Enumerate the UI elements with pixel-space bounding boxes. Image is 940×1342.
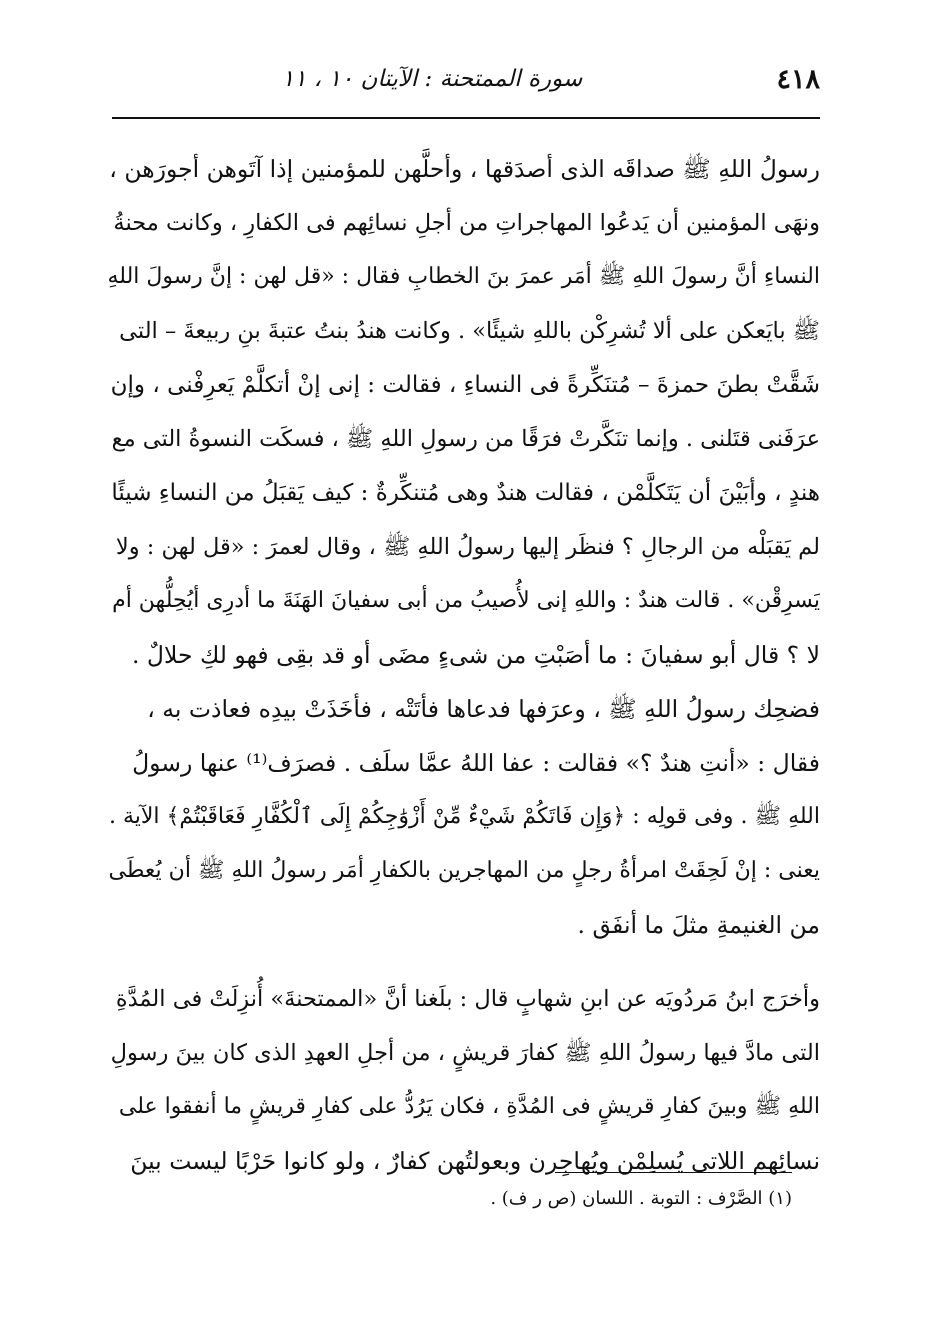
text-line: نسائِهم اللاتى يُسلِمْن ويُهاجِرن وبعولتُهن كفارٌ ، ولو كانوا حَرْبًا ليست بينَ <box>130 1147 820 1175</box>
text-line: اللهِ ﷺ . وفى قولِه : ﴿وَإِن فَاتَكُمْ شَيْءٌ مِّنْ أَزْوَٰجِكُمْ إِلَى ٱلْكُفَّارِ فَعَاقَبْتُمْ﴾ الآية . <box>108 804 820 829</box>
text-line: من الغنيمةِ مثلَ ما أنفَق . <box>577 911 820 939</box>
text-line: النساءِ أنَّ رسولَ اللهِ ﷺ أمَر عمرَ بنَ الخطابِ فقال : «قل لهن : إنَّ رسولَ اللهِ <box>108 264 820 289</box>
text-line: هندٍ ، وأبَيْنَ أن يَتَكلَّمْن ، فقالت هندٌ وهى مُتنكِّرةٌ : كيف يَقبَلُ من النساءِ شيئًا <box>111 480 820 506</box>
paragraph <box>108 142 820 952</box>
text-line: يعنى : إنْ لَحِقَتْ امرأةُ رجلٍ من المهاجرين بالكفارِ أمَر رسولُ اللهِ ﷺ أن يُعطَى <box>108 858 820 883</box>
page-header <box>112 62 820 102</box>
text-line: شَقَّتْ بطنَ حمزةَ – مُتنَكِّرةً فى النساءِ ، فقالت : إنى إنْ أتكلَّمْ يَعرِفْنى ، وإن <box>110 372 820 398</box>
text-line: اللهِ ﷺ وبينَ كفارِ قريشٍ فى المُدَّةِ ، فكان يَرُدُّ على كفارِ قريشٍ ما أنفقوا على <box>118 1094 820 1119</box>
text-line: التى مادَّ فيها رسولُ اللهِ ﷺ كفارَ قريشٍ ، من أجلِ العهدِ الذى كان بينَ رسولِ <box>110 1040 820 1066</box>
text-line: ونهَى المؤمنين أن يَدعُوا المهاجراتِ من أجلِ نسائِهم فى الكفارِ ، وكانت محنةُ <box>113 210 820 236</box>
text-line: عرَفَنى قتَلنى . وإنما تنَكَّرتْ فرَقًا من رسولِ اللهِ ﷺ ، فسكَت النسوةُ التى مع <box>111 426 820 452</box>
page-number: ٤١٨ <box>776 64 820 95</box>
text-line: فضحِك رسولُ اللهِ ﷺ ، وعرَفها فدعاها فأتَتْه ، فأخَذَتْ بيدِه فعاذت به ، <box>147 695 820 723</box>
footnote: (١) الصَّرْف : التوبة . اللسان (ص ر ف) . <box>490 1188 792 1209</box>
text-line: لم يَقبَلْه من الرجالِ ؟ فنظَر إليها رسولُ اللهِ ﷺ ، وقال لعمرَ : «قل لهن : ولا <box>115 534 820 560</box>
text-line: وأخرَج ابنُ مَردُويَه عن ابنِ شهابٍ قال : بلَغنا أنَّ «الممتحنةَ» أُنزِلَتْ فى المُدَّةِ <box>115 986 820 1012</box>
text-line: ﷺ بايَعكن على ألا تُشرِكْن باللهِ شيئًا» . وكانت هندُ بنتُ عتبةَ بنِ ربيعةَ – التى <box>119 318 820 344</box>
text-line: يَسرِقْن» . قالت هندٌ : واللهِ إنى لأُصيبُ من أبى سفيانَ الهَنَةَ ما أدرِى أيُحِلُّهن أم <box>112 588 820 613</box>
running-title: سورة الممتحنة : الآيتان ١٠ ، ١١ <box>281 66 583 92</box>
text-line: رسولُ اللهِ ﷺ صداقَه الذى أصدَقها ، وأحلَّهن للمؤمنين إذا آتَوهن أجورَهن ، <box>109 155 820 183</box>
body-text <box>108 142 820 1188</box>
text-line: فقال : «أنتِ هندٌ ؟» فقالت : عفا اللهُ عمَّا سلَف . فصرَف⁽¹⁾ عنها رسولُ <box>132 749 820 777</box>
paragraph <box>108 972 820 1188</box>
footnote-rule <box>555 1172 792 1173</box>
paragraph-gap <box>108 952 820 972</box>
header-rule <box>112 117 820 119</box>
text-line: لا ؟ قال أبو سفيانَ : ما أصَبْتِ من شىءٍ مضَى أو قد بقِى فهو لكِ حلالٌ . <box>131 641 820 669</box>
